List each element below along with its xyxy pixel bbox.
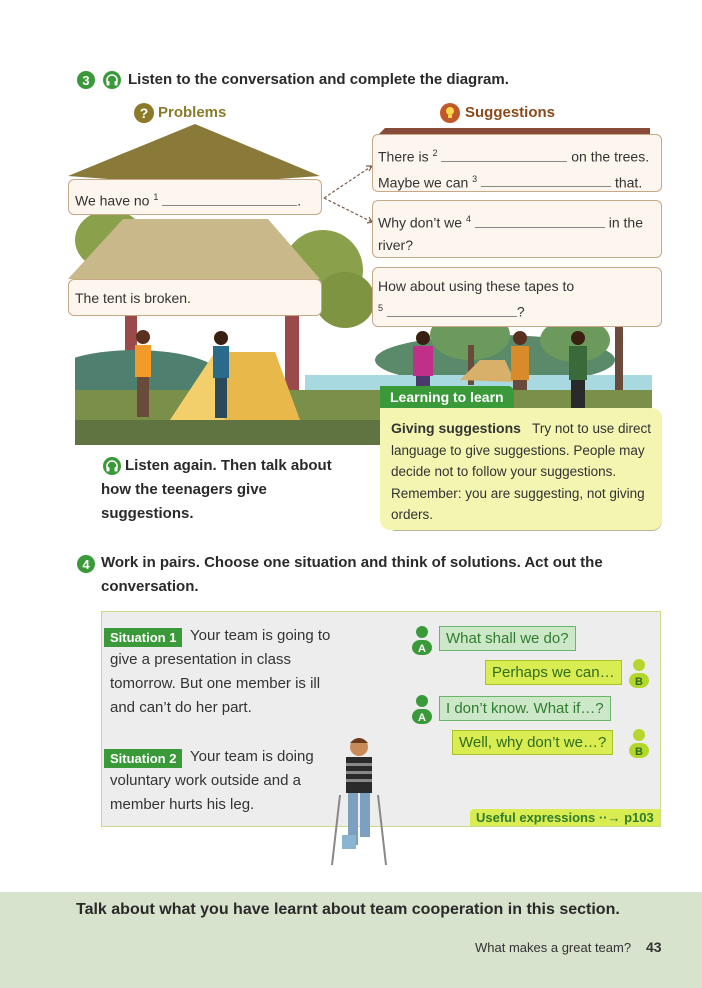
learning-heading: Giving suggestions bbox=[391, 420, 521, 436]
blank-number-4: 4 bbox=[465, 214, 471, 224]
speaker-b-icon bbox=[628, 728, 650, 763]
blank-1[interactable] bbox=[162, 204, 297, 206]
dialogue-line-2: Perhaps we can… bbox=[485, 660, 622, 685]
speaker-b-icon bbox=[628, 658, 650, 693]
svg-text:B: B bbox=[635, 746, 643, 758]
suggestion-box-2 bbox=[372, 200, 662, 258]
dialogue-line-1: What shall we do? bbox=[439, 626, 576, 651]
suggestion1-line1-pre: There is bbox=[378, 148, 429, 165]
suggestion2-line1-pre: Why don’t we bbox=[378, 214, 463, 231]
speaker-a-icon bbox=[411, 625, 433, 660]
problem1-text: We have no bbox=[75, 192, 150, 209]
blank-4[interactable] bbox=[475, 226, 605, 228]
dialogue-line-3: I don’t know. What if…? bbox=[439, 696, 611, 721]
speaker-a-icon bbox=[411, 694, 433, 729]
learning-text: Try not to use direct language to give suggestions. People may decide not to follow your suggestions. Remember: you are suggesting, not giving orders. bbox=[391, 421, 651, 522]
problem-box-2 bbox=[68, 279, 322, 316]
suggestion1-line2-pre: Maybe we can bbox=[378, 174, 469, 191]
situation2-tag: Situation 2 bbox=[104, 749, 182, 768]
dialogue-line-4: Well, why don’t we…? bbox=[452, 730, 613, 755]
headphones-icon bbox=[103, 71, 121, 89]
situation2-text: Your team is doing voluntary work outside and a member hurts his leg. bbox=[110, 748, 314, 813]
blank-5[interactable] bbox=[387, 315, 517, 317]
connector-arrows bbox=[322, 160, 376, 230]
svg-text:B: B bbox=[635, 676, 643, 688]
situation1-tag: Situation 1 bbox=[104, 628, 182, 647]
unit-title: What makes a great team? bbox=[475, 940, 632, 955]
problem1-period: . bbox=[297, 192, 302, 209]
svg-text:A: A bbox=[418, 643, 426, 655]
blank-3[interactable] bbox=[481, 185, 611, 187]
learning-title: Learning to learn bbox=[380, 386, 514, 408]
suggestion2-line1-post: in the bbox=[608, 214, 643, 231]
suggestion2-line2: river? bbox=[378, 236, 414, 253]
suggestion3-question-mark: ? bbox=[516, 303, 525, 320]
svg-text:A: A bbox=[418, 712, 426, 724]
learning-body bbox=[391, 418, 655, 526]
task-number-4: 4 bbox=[77, 555, 95, 573]
suggestion1-line2-post: that. bbox=[614, 174, 643, 191]
task-number-3: 3 bbox=[77, 71, 95, 89]
suggestion1-line1-post: on the trees. bbox=[571, 148, 650, 165]
useful-expressions-link[interactable]: Useful expressions ··→ p103 bbox=[470, 809, 660, 826]
problem2-text: The tent is broken. bbox=[75, 290, 191, 306]
problems-label: Problems bbox=[158, 104, 227, 121]
page-number: 43 bbox=[646, 939, 662, 955]
task4-title: Work in pairs. Choose one situation and think of solutions. Act out the conversation. bbox=[101, 554, 603, 595]
listen-again-text: Listen again. Then talk about how the teenagers give suggestions. bbox=[101, 457, 332, 522]
suggestion3-line1: How about using these tapes to bbox=[378, 278, 575, 294]
blank-number-3: 3 bbox=[472, 173, 478, 184]
suggestion-box-3 bbox=[372, 267, 662, 327]
problem-box-1 bbox=[68, 179, 322, 215]
question-icon: ? bbox=[134, 103, 154, 123]
suggestion-box-1 bbox=[372, 134, 662, 192]
reflection-prompt: Talk about what you have learnt about team cooperation in this section. bbox=[76, 901, 620, 918]
suggestions-label: Suggestions bbox=[465, 104, 556, 121]
task3-title: Listen to the conversation and complete the diagram. bbox=[128, 71, 509, 88]
situation1-text: Your team is going to give a presentation in class tomorrow. But one member is ill and can’t do her part. bbox=[110, 627, 331, 716]
blank-number-5: 5 bbox=[378, 303, 384, 313]
boy-with-crutches-illustration bbox=[330, 735, 388, 867]
blank-number-1: 1 bbox=[153, 192, 159, 202]
blank-2[interactable] bbox=[441, 160, 567, 162]
blank-number-2: 2 bbox=[432, 148, 438, 158]
